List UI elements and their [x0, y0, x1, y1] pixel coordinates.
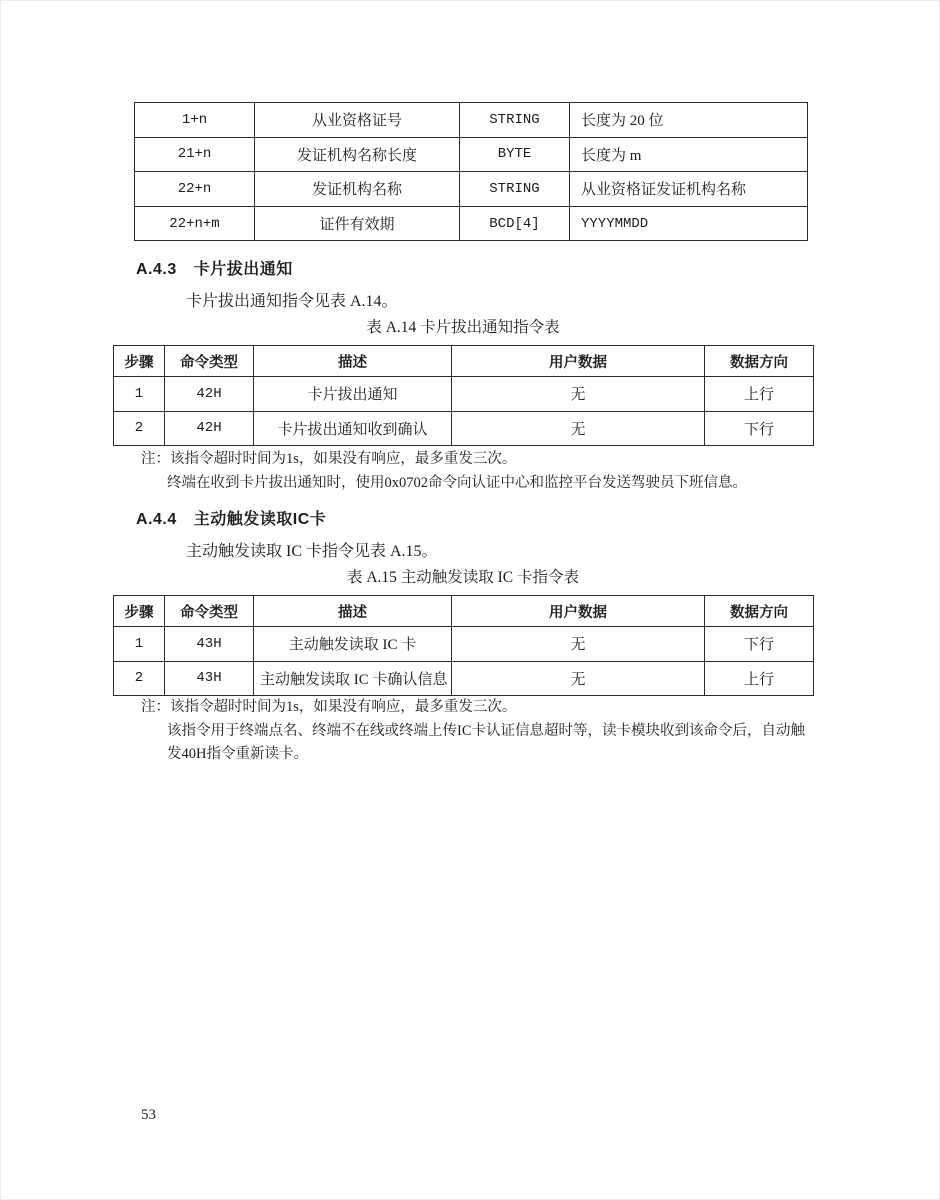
page-number: 53	[141, 1107, 156, 1123]
table-cell-type: STRING	[460, 172, 570, 207]
cell-step: 2	[114, 411, 165, 446]
section-title: 卡片拔出通知	[193, 261, 293, 278]
table-cell-field: 从业资格证号	[255, 103, 460, 138]
table-cell-offset: 1+n	[135, 103, 255, 138]
table-header-row	[114, 596, 814, 627]
table-row	[135, 206, 808, 241]
cell-description: 主动触发读取 IC 卡确认信息	[254, 661, 452, 696]
cell-command-type: 42H	[165, 377, 254, 412]
note-line: 发40H指令重新读卡。	[167, 746, 308, 762]
cell-step: 1	[114, 627, 165, 662]
continuation-table	[134, 102, 808, 241]
cell-command-type: 42H	[165, 411, 254, 446]
note-line: 终端在收到卡片拔出通知时，使用0x0702命令向认证中心和监控平台发送驾驶员下班信息。	[167, 474, 747, 491]
section-number: A.4.3	[136, 261, 177, 278]
table-cell-field: 发证机构名称长度	[255, 137, 460, 172]
table-cell-type: STRING	[460, 103, 570, 138]
section-heading-a44	[136, 506, 326, 529]
section-intro-a43: 卡片拔出通知指令见表 A.14。	[186, 293, 398, 310]
note-line: 注：该指令超时时间为1s，如果没有响应，最多重发三次。	[141, 699, 517, 715]
table-caption-a15: 表 A.15 主动触发读取 IC 卡指令表	[346, 569, 580, 586]
cell-user-data: 无	[452, 377, 705, 412]
note-line: 该指令用于终端点名、终端不在线或终端上传IC卡认证信息超时等，读卡模块收到该命令后，自动触	[167, 722, 805, 739]
table-cell-field: 发证机构名称	[255, 172, 460, 207]
header-command-type: 命令类型	[165, 596, 254, 627]
cell-direction: 上行	[705, 661, 814, 696]
section-number: A.4.4	[136, 511, 177, 528]
table-caption-a14: 表 A.14 卡片拔出通知指令表	[366, 319, 560, 336]
cell-command-type: 43H	[165, 661, 254, 696]
table-row	[135, 103, 808, 138]
table-cell-desc: 从业资格证发证机构名称	[570, 172, 808, 207]
header-step: 步骤	[114, 596, 165, 627]
table-cell-desc: YYYYMMDD	[570, 206, 808, 241]
table-cell-offset: 22+n+m	[135, 206, 255, 241]
cell-user-data: 无	[452, 411, 705, 446]
table-cell-field: 证件有效期	[255, 206, 460, 241]
cell-direction: 下行	[705, 627, 814, 662]
header-description: 描述	[254, 596, 452, 627]
table-row	[114, 411, 814, 446]
table-row	[114, 661, 814, 696]
cell-command-type: 43H	[165, 627, 254, 662]
command-table-a15	[113, 595, 814, 696]
table-header-row	[114, 346, 814, 377]
cell-description: 卡片拔出通知收到确认	[254, 411, 452, 446]
table-notes-a14	[141, 448, 809, 495]
table-notes-a15	[141, 696, 809, 767]
cell-user-data: 无	[452, 627, 705, 662]
note-line: 注：该指令超时时间为1s，如果没有响应，最多重发三次。	[141, 451, 517, 467]
table-row	[114, 627, 814, 662]
header-user-data: 用户数据	[452, 346, 705, 377]
table-cell-offset: 22+n	[135, 172, 255, 207]
cell-description: 主动触发读取 IC 卡	[254, 627, 452, 662]
header-direction: 数据方向	[705, 346, 814, 377]
section-intro-a44: 主动触发读取 IC 卡指令见表 A.15。	[186, 543, 438, 560]
cell-step: 1	[114, 377, 165, 412]
header-user-data: 用户数据	[452, 596, 705, 627]
table-cell-desc: 长度为 m	[570, 137, 808, 172]
table-row	[114, 377, 814, 412]
table-cell-type: BYTE	[460, 137, 570, 172]
cell-user-data: 无	[452, 661, 705, 696]
command-table-a14	[113, 345, 814, 446]
header-description: 描述	[254, 346, 452, 377]
cell-step: 2	[114, 661, 165, 696]
table-row	[135, 137, 808, 172]
table-cell-type: BCD[4]	[460, 206, 570, 241]
cell-direction: 下行	[705, 411, 814, 446]
header-step: 步骤	[114, 346, 165, 377]
cell-direction: 上行	[705, 377, 814, 412]
header-direction: 数据方向	[705, 596, 814, 627]
section-title: 主动触发读取IC卡	[193, 511, 327, 528]
table-cell-offset: 21+n	[135, 137, 255, 172]
table-cell-desc: 长度为 20 位	[570, 103, 808, 138]
header-command-type: 命令类型	[165, 346, 254, 377]
section-heading-a43	[136, 256, 293, 279]
table-row	[135, 172, 808, 207]
cell-description: 卡片拔出通知	[254, 377, 452, 412]
